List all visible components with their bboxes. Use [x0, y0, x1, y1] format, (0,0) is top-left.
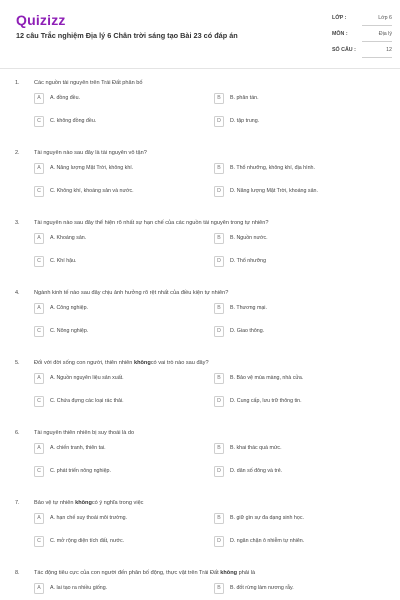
- question-number: 5.: [15, 360, 20, 366]
- option-d[interactable]: [214, 536, 389, 548]
- option-letter-box: C: [34, 536, 44, 547]
- question-4: [0, 286, 400, 348]
- option-letter-box: B: [214, 93, 224, 104]
- question-text: Tác động tiêu cực của con người đến phân bố động, thực vật trên Trái Đất không phải là: [34, 570, 256, 576]
- worksheet-header: [0, 0, 400, 62]
- option-b[interactable]: [214, 163, 389, 175]
- question-text: Tài nguyên thiên nhiên bị suy thoái là do: [34, 430, 135, 436]
- option-d[interactable]: [214, 186, 389, 198]
- meta-label: SỐ CÂU :: [332, 47, 356, 53]
- option-letter-box: D: [214, 466, 224, 477]
- option-text: C. không đồng đều.: [50, 117, 97, 124]
- option-text: C. Chứa đựng các loại rác thải.: [50, 397, 124, 404]
- option-text: A. Công nghiệp.: [50, 304, 88, 311]
- option-letter-box: A: [34, 583, 44, 594]
- option-c[interactable]: [34, 186, 209, 198]
- question-text: Tài nguyên nào sau đây là tài nguyên vô tận?: [34, 150, 147, 156]
- option-text: B. Thương mại.: [230, 304, 267, 311]
- option-letter-box: A: [34, 233, 44, 244]
- meta-row-count: [332, 44, 392, 60]
- option-text: D. Năng lượng Mặt Trời, khoáng sản.: [230, 187, 318, 194]
- option-text: C. Nông nghiệp.: [50, 327, 89, 334]
- option-d[interactable]: [214, 116, 389, 128]
- option-a[interactable]: [34, 513, 209, 525]
- option-text: A. Nguồn nguyên liệu sản xuất.: [50, 374, 124, 381]
- option-b[interactable]: [214, 583, 389, 595]
- option-c[interactable]: [34, 396, 209, 408]
- option-text: B. Nguồn nước.: [230, 234, 268, 241]
- option-text: A. Khoáng sản.: [50, 234, 87, 241]
- option-letter-box: B: [214, 163, 224, 174]
- question-number: 3.: [15, 220, 20, 226]
- option-b[interactable]: [214, 443, 389, 455]
- meta-value: Địa lý: [378, 31, 392, 37]
- option-c[interactable]: [34, 256, 209, 268]
- question-2: [0, 146, 400, 208]
- option-text: B. phân tán.: [230, 94, 259, 101]
- option-c[interactable]: [34, 536, 209, 548]
- option-letter-box: C: [34, 466, 44, 477]
- option-d[interactable]: [214, 466, 389, 478]
- option-letter-box: A: [34, 303, 44, 314]
- option-text: A. lai tạo ra nhiều giống.: [50, 584, 108, 591]
- option-letter-box: D: [214, 536, 224, 547]
- option-letter-box: D: [214, 186, 224, 197]
- option-c[interactable]: [34, 466, 209, 478]
- option-c[interactable]: [34, 326, 209, 338]
- option-letter-box: B: [214, 233, 224, 244]
- option-a[interactable]: [34, 443, 209, 455]
- meta-row-subject: [332, 28, 392, 44]
- meta-value: 12: [386, 47, 392, 53]
- meta-label: LỚP :: [332, 15, 347, 21]
- option-text: B. Thổ nhưỡng, không khí, địa hình.: [230, 164, 315, 171]
- question-text: Bảo vệ tự nhiên khôngcó ý nghĩa trong việc: [34, 500, 144, 506]
- option-d[interactable]: [214, 396, 389, 408]
- option-letter-box: C: [34, 116, 44, 127]
- question-number: 2.: [15, 150, 20, 156]
- option-b[interactable]: [214, 513, 389, 525]
- option-b[interactable]: [214, 373, 389, 385]
- option-text: D. Giao thông.: [230, 327, 265, 334]
- option-d[interactable]: [214, 326, 389, 338]
- option-text: D. Thổ nhưỡng: [230, 257, 267, 264]
- meta-underline: [362, 57, 392, 58]
- option-text: B. Bảo vệ mùa màng, nhà cửa.: [230, 374, 304, 381]
- option-letter-box: C: [34, 326, 44, 337]
- question-number: 1.: [15, 80, 20, 86]
- question-number: 4.: [15, 290, 20, 296]
- header-divider: [0, 68, 400, 69]
- meta-value: Lớp 6: [378, 15, 392, 21]
- option-a[interactable]: [34, 303, 209, 315]
- option-text: B. khai thác quá mức.: [230, 444, 282, 451]
- option-text: A. hạn chế suy thoái môi trường.: [50, 514, 128, 521]
- option-text: B. giữ gìn sự đa dạng sinh học.: [230, 514, 304, 521]
- question-text: Ngành kinh tế nào sau đây chịu ảnh hưởng rõ rệt nhất của điều kiện tự nhiên?: [34, 290, 229, 296]
- option-c[interactable]: [34, 116, 209, 128]
- option-letter-box: A: [34, 373, 44, 384]
- question-7: [0, 496, 400, 558]
- question-number: 7.: [15, 500, 20, 506]
- option-letter-box: B: [214, 373, 224, 384]
- option-letter-box: B: [214, 443, 224, 454]
- option-letter-box: C: [34, 256, 44, 267]
- option-a[interactable]: [34, 233, 209, 245]
- option-a[interactable]: [34, 163, 209, 175]
- option-letter-box: A: [34, 513, 44, 524]
- option-b[interactable]: [214, 93, 389, 105]
- option-a[interactable]: [34, 93, 209, 105]
- option-a[interactable]: [34, 583, 209, 595]
- option-text: A. Năng lượng Mặt Trời, không khí.: [50, 164, 134, 171]
- option-text: A. đồng đều.: [50, 94, 81, 101]
- meta-underline: [362, 25, 392, 26]
- option-letter-box: C: [34, 396, 44, 407]
- question-3: [0, 216, 400, 278]
- question-number: 8.: [15, 570, 20, 576]
- question-text: Đối với đời sống con người, thiên nhiên khôngcó vai trò nào sau đây?: [34, 360, 209, 366]
- option-text: B. đốt rừng làm nương rẫy.: [230, 584, 294, 591]
- option-letter-box: D: [214, 326, 224, 337]
- option-d[interactable]: [214, 256, 389, 268]
- option-text: D. tập trung.: [230, 117, 260, 124]
- option-letter-box: A: [34, 93, 44, 104]
- option-letter-box: C: [34, 186, 44, 197]
- option-letter-box: D: [214, 116, 224, 127]
- meta-underline: [362, 41, 392, 42]
- question-number: 6.: [15, 430, 20, 436]
- option-text: D. dân số đông và trẻ.: [230, 467, 283, 474]
- option-b[interactable]: [214, 303, 389, 315]
- option-letter-box: B: [214, 513, 224, 524]
- worksheet-meta: [332, 12, 392, 60]
- question-text: Các nguồn tài nguyên trên Trái Đất phân bố: [34, 80, 143, 86]
- option-text: D. Cung cấp, lưu trữ thông tin.: [230, 397, 302, 404]
- option-letter-box: D: [214, 396, 224, 407]
- option-letter-box: A: [34, 163, 44, 174]
- question-text: Tài nguyên nào sau đây thể hiện rõ nhất sự hạn chế của các nguồn tài nguyên trong tự nhiên?: [34, 220, 269, 226]
- option-a[interactable]: [34, 373, 209, 385]
- option-text: A. chiến tranh, thiên tai.: [50, 444, 106, 451]
- option-letter-box: B: [214, 303, 224, 314]
- quizizz-logo: Quizizz: [16, 12, 66, 28]
- option-text: C. Khí hậu.: [50, 257, 77, 264]
- option-text: D. ngăn chặn ô nhiễm tự nhiên.: [230, 537, 305, 544]
- meta-row-grade: [332, 12, 392, 28]
- option-text: C. mở rộng diện tích đất, nước.: [50, 537, 125, 544]
- option-b[interactable]: [214, 233, 389, 245]
- question-8: [0, 566, 400, 600]
- option-letter-box: D: [214, 256, 224, 267]
- question-6: [0, 426, 400, 488]
- question-5: [0, 356, 400, 418]
- meta-label: MÔN :: [332, 31, 348, 37]
- option-letter-box: B: [214, 583, 224, 594]
- option-text: C. Không khí, khoáng sản và nước.: [50, 187, 134, 194]
- option-letter-box: A: [34, 443, 44, 454]
- worksheet-title: 12 câu Trắc nghiệm Địa lý 6 Chân trời sáng tạo Bài 23 có đáp án: [16, 31, 238, 40]
- question-1: [0, 76, 400, 138]
- option-text: C. phát triển nông nghiệp.: [50, 467, 111, 474]
